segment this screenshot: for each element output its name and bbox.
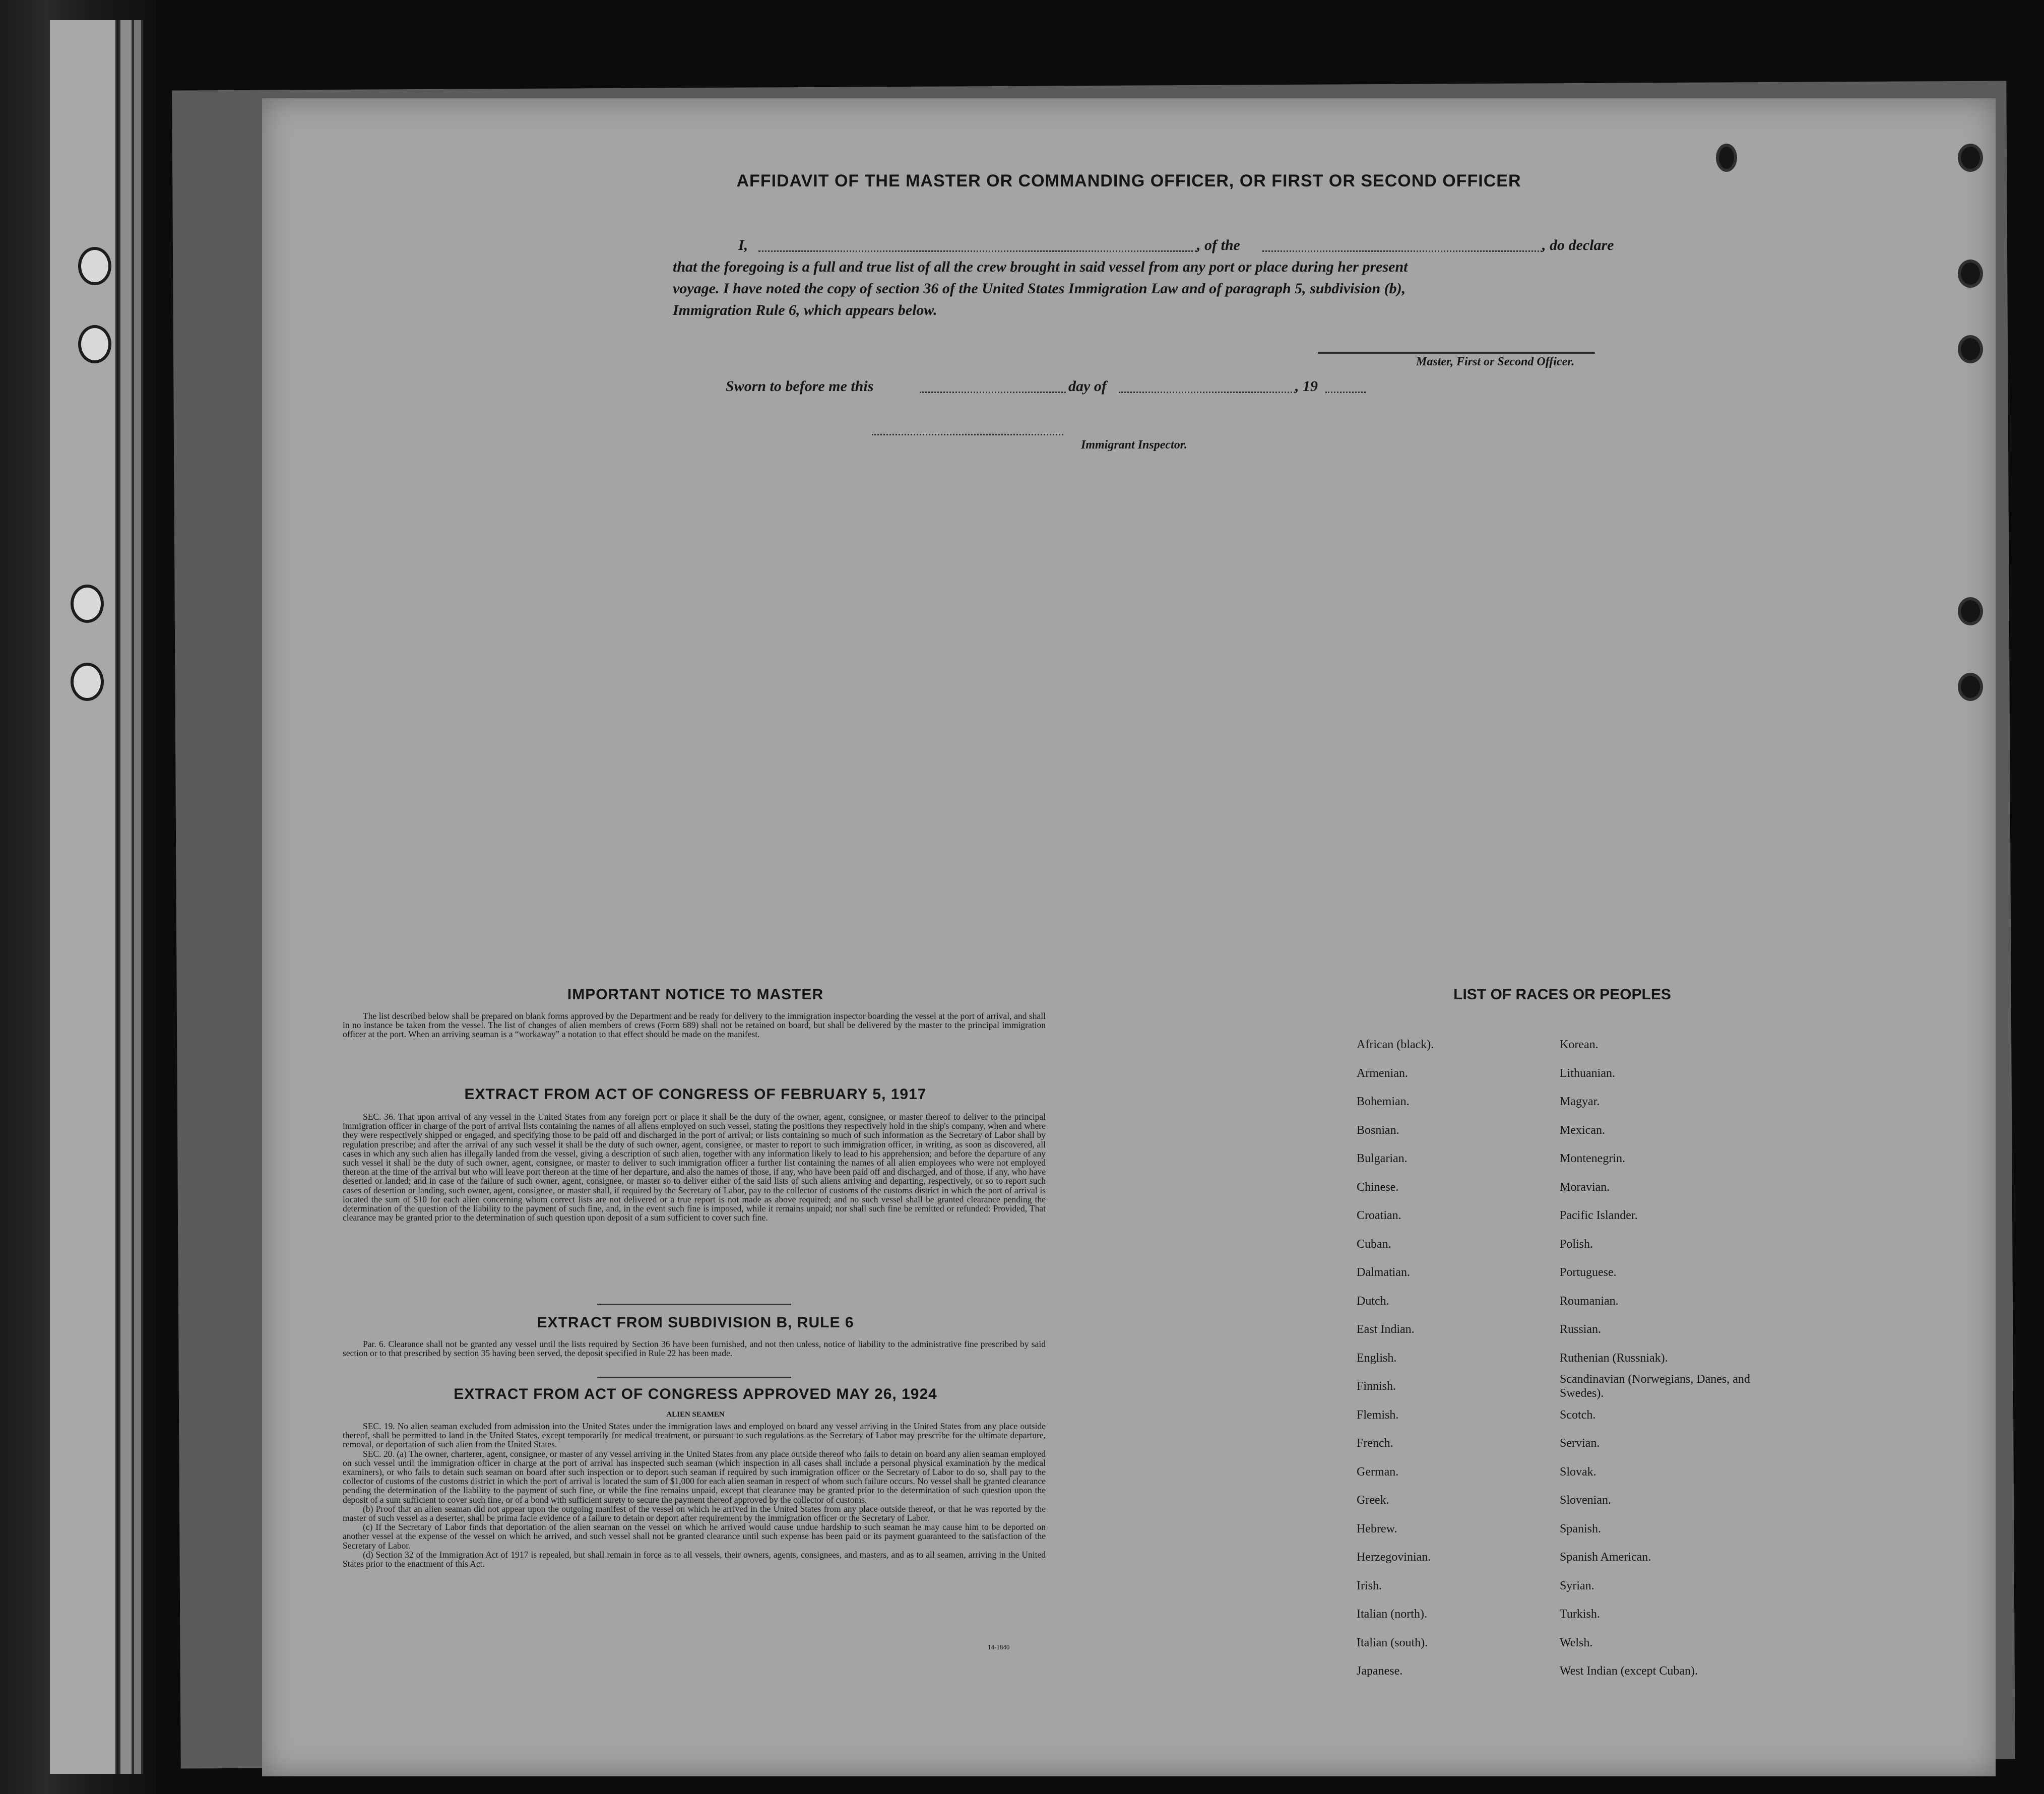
sworn-day-blank — [920, 390, 1066, 393]
sworn-day-of: day of — [1068, 378, 1107, 395]
affidavit-line-3: voyage. I have noted the copy of section 36 of the United States Immigration Law and of paragraph 5, subdivision (b), — [673, 280, 1406, 297]
race-item: Greek. — [1357, 1494, 1389, 1507]
divider — [597, 1304, 791, 1305]
race-item: Lithuanian. — [1560, 1066, 1615, 1080]
races-title: LIST OF RACES OR PEOPLES — [1453, 986, 1671, 1003]
inspector-caption: Immigrant Inspector. — [1081, 438, 1187, 452]
race-item: Finnish. — [1357, 1380, 1396, 1393]
race-item: Chinese. — [1357, 1180, 1399, 1194]
binder-hole — [1958, 597, 1983, 625]
sworn-year: , 19 — [1295, 378, 1318, 395]
races-right-column — [1560, 1031, 1761, 1686]
sec-20d-text: (d) Section 32 of the Immigration Act of 1917 is repealed, but shall remain in force as to all vessels, their owners, agents, consignees, and masters, and as to all seamen, arriving in the United States prior to the enactment of this Act. — [343, 1549, 1046, 1569]
race-item: Turkish. — [1560, 1608, 1600, 1621]
master-caption: Master, First or Second Officer. — [1416, 355, 1575, 368]
race-item: West Indian (except Cuban). — [1560, 1664, 1698, 1678]
race-item: Scandinavian (Norwegians, Danes, and Swedes). — [1560, 1373, 1750, 1400]
race-item: Polish. — [1560, 1237, 1593, 1251]
alien-seamen-subtitle: ALIEN SEAMEN — [666, 1411, 725, 1419]
race-item: French. — [1357, 1437, 1393, 1450]
race-item: Cuban. — [1357, 1237, 1391, 1251]
race-item: German. — [1357, 1465, 1399, 1479]
binding-strip — [48, 20, 117, 1774]
affidavit-line-2: that the foregoing is a full and true list of all the crew brought in said vessel from any port or place during her present — [673, 259, 1408, 275]
race-item: English. — [1357, 1351, 1397, 1365]
race-item: Moravian. — [1560, 1180, 1610, 1194]
race-item: Magyar. — [1560, 1095, 1600, 1108]
race-item: Mexican. — [1560, 1123, 1605, 1137]
race-item: Bohemian. — [1357, 1095, 1410, 1108]
race-item: Bulgarian. — [1357, 1152, 1408, 1165]
race-item: Croatian. — [1357, 1209, 1401, 1222]
extract-1917-title: EXTRACT FROM ACT OF CONGRESS OF FEBRUARY 5, 1917 — [464, 1086, 927, 1103]
race-item: Italian (north). — [1357, 1608, 1427, 1621]
binder-hole — [1958, 144, 1983, 172]
race-item: Herzegovinian. — [1357, 1551, 1431, 1564]
race-item: Irish. — [1357, 1579, 1382, 1592]
race-item: Armenian. — [1357, 1066, 1408, 1080]
extract-1917-text: SEC. 36. That upon arrival of any vessel in the United States from any foreign port or place it shall be the duty of the owner, agent, consignee, or master thereof to deliver to the principal immigration officer in charge of the port of arrival lists containing the names of all aliens employed on such vessel, stating the positions they respectively hold in the ship's company, when and where they were respectively shipped or engaged, and specifying those to be paid off and discharged in the port of arrival; or lists containing so much of such information as the Secretary of Labor shall by regulation prescribe; and after the arrival of any such vessel it shall be the duty of such owner, agent, consignee, or master to report to such immigration officer, in writing, as soon as discovered, all cases in which any such alien has illegally landed from the vessel, giving a description of such alien, together with any information likely to lead to his apprehension; and before the departure of any such vessel it shall be the duty of such owner, agent, consignee, or master to deliver to such immigration officer a further list containing the names of all alien employees who were not employed thereon at the time of the arrival but who will leave port thereon at the time of her departure, and also the names of those, if any, who have been paid off and discharged, and of those, if any, who have deserted or landed; and in case of the failure of such owner, agent, consignee, or master so to deliver either of the said lists of such aliens arriving and departing, respectively, or so to report such cases of desertion or landing, such owner, agent, consignee, or master shall, if required by the Secretary of Labor, pay to the collector of customs of the customs district in which the port of arrival is located the sum of $10 for each alien concerning whom correct lists are not delivered or a true report is not made as above required; and no such vessel shall be granted clearance pending the determination of the question of the liability to the payment of such fine, and, in the event such fine is imposed, while it remains unpaid; nor shall such fine be remitted or refunded: Provided, That clearance may be granted prior to the determination of such question upon deposit of a sum sufficient to cover such fine. — [343, 1112, 1046, 1223]
divider — [597, 1377, 791, 1378]
extract-1924-body — [343, 1422, 1046, 1568]
race-item: Hebrew. — [1357, 1522, 1397, 1535]
sworn-prefix: Sworn to before me this — [726, 378, 874, 395]
race-item: Servian. — [1560, 1437, 1600, 1450]
race-item: African (black). — [1357, 1038, 1434, 1051]
affidavit-do-declare: , do declare — [1542, 237, 1614, 253]
race-item: Bosnian. — [1357, 1123, 1399, 1137]
vessel-blank — [1262, 248, 1542, 252]
notice-text: The list described below shall be prepared on blank forms approved by the Department and be ready for delivery to the immigration inspector boarding the vessel at the port of arrival, and shall in no instance be taken from the vessel. The list of changes of alien members of crews (Form 689) shall not be retained on board, but shall be delivered by the master to the principal immigration officer at the port. When an arriving seaman is a “workaway” a notation to that effect should be made on the manifest. — [343, 1011, 1046, 1040]
race-item: Pacific Islander. — [1560, 1209, 1638, 1222]
race-item: Syrian. — [1560, 1579, 1594, 1592]
binding-strip — [118, 20, 134, 1774]
binder-hole — [1958, 673, 1983, 701]
form-number: 14-1840 — [988, 1643, 1010, 1651]
race-item: Italian (south). — [1357, 1636, 1428, 1649]
sec-20a-text: SEC. 20. (a) The owner, charterer, agent, consignee, or master of any vessel arriving in the United States from any place outside thereof who fails to detain on board any alien seaman employed on such vessel until the immigration officer in charge at the port of arrival has inspected such seaman (which inspection in all cases shall include a personal physical examination by the medical examiners), or who fails to detain such seaman on board after such inspection or to deport such seaman if required by such immigration officer or the Secretary of Labor to do so, shall pay to the collector of customs of the customs district in which the port of arrival is located the sum of $1,000 for each alien seaman in respect of whom such failure occurs. No vessel shall be granted clearance pending the determination of the liability to the payment of such fine, or while the fine remains unpaid, except that clearance may be granted prior to the determination of such question upon the deposit of a sum sufficient to cover such fine, or of a bond with sufficient surety to secure the payment thereof approved by the collector of customs. — [343, 1448, 1046, 1505]
race-item: Spanish. — [1560, 1522, 1602, 1535]
binder-hole — [1958, 335, 1983, 363]
binder-hole — [78, 325, 111, 363]
sec-20b-text: (b) Proof that an alien seaman did not appear upon the outgoing manifest of the vessel on which he arrived in the United States from any place outside thereof, or that he was reported by the master of such vessel as a deserter, shall be prima facie evidence of a failure to detain or deport after requirement by the immigration officer or the Secretary of Labor. — [343, 1503, 1046, 1523]
affidavit-line-4: Immigration Rule 6, which appears below. — [673, 302, 937, 318]
notice-title: IMPORTANT NOTICE TO MASTER — [567, 986, 824, 1003]
race-item: Welsh. — [1560, 1636, 1593, 1649]
subdivision-b-title: EXTRACT FROM SUBDIVISION B, RULE 6 — [537, 1314, 854, 1331]
race-item: Portuguese. — [1560, 1266, 1617, 1279]
sec-20c-text: (c) If the Secretary of Labor finds that deportation of the alien seaman on the vessel on which he arrived would cause undue hardship to such seaman he may cause him to be deported on another vessel at the expense of the vessel on which he arrived, and such vessel shall not be granted clearance until such expense has been paid or its payment guaranteed to the satisfaction of the Secretary of Labor. — [343, 1522, 1046, 1551]
binder-hole — [1958, 260, 1983, 288]
affidavit-i: I, — [738, 237, 748, 253]
race-item: Dalmatian. — [1357, 1266, 1410, 1279]
race-item: Korean. — [1560, 1038, 1599, 1051]
binder-hole — [1716, 144, 1737, 172]
race-item: Flemish. — [1357, 1408, 1399, 1422]
race-item: Montenegrin. — [1560, 1152, 1625, 1165]
race-item: Ruthenian (Russniak). — [1560, 1351, 1668, 1365]
master-signature-line — [1318, 350, 1595, 354]
binder-hole — [78, 247, 111, 285]
race-item: Spanish American. — [1560, 1551, 1651, 1564]
sworn-month-blank — [1119, 390, 1295, 393]
race-item: Dutch. — [1357, 1294, 1389, 1308]
races-left-column — [1357, 1031, 1434, 1686]
subdivision-b-text: Par. 6. Clearance shall not be granted any vessel until the lists required by Section 36 have been furnished, and not then unless, notice of liability to the administrative fine prescribed by said section or to that prescribed by section 35 having been served, the deposit specified in Rule 22 has been made. — [343, 1339, 1046, 1359]
race-item: Roumanian. — [1560, 1294, 1619, 1308]
binding-strip — [132, 20, 143, 1774]
extract-1924-title: EXTRACT FROM ACT OF CONGRESS APPROVED MAY 26, 1924 — [454, 1386, 937, 1402]
manifest-page — [262, 98, 1996, 1776]
sec-19-text: SEC. 19. No alien seaman excluded from admission into the United States under the immigration laws and employed on board any vessel arriving in the United States from any place outside thereof, shall be permitted to land in the United States, except temporarily for medical treatment, or pursuant to such regulations as the Secretary of Labor may prescribe for the ultimate departure, removal, or deportation of such alien from the United States. — [343, 1421, 1046, 1450]
race-item: Japanese. — [1357, 1664, 1403, 1678]
sworn-year-blank — [1325, 390, 1366, 393]
race-item: Slovenian. — [1560, 1494, 1611, 1507]
binder-hole — [71, 585, 104, 623]
race-item: East Indian. — [1357, 1323, 1415, 1336]
race-item: Scotch. — [1560, 1408, 1596, 1422]
affidavit-of-the: , of the — [1197, 237, 1240, 253]
race-item: Slovak. — [1560, 1465, 1596, 1479]
binder-hole — [71, 663, 104, 701]
affidavit-title: AFFIDAVIT OF THE MASTER OR COMMANDING OFFICER, OR FIRST OR SECOND OFFICER — [736, 171, 1521, 190]
race-item: Russian. — [1560, 1323, 1602, 1336]
name-blank — [758, 248, 1197, 252]
inspector-signature-line — [872, 432, 1063, 435]
